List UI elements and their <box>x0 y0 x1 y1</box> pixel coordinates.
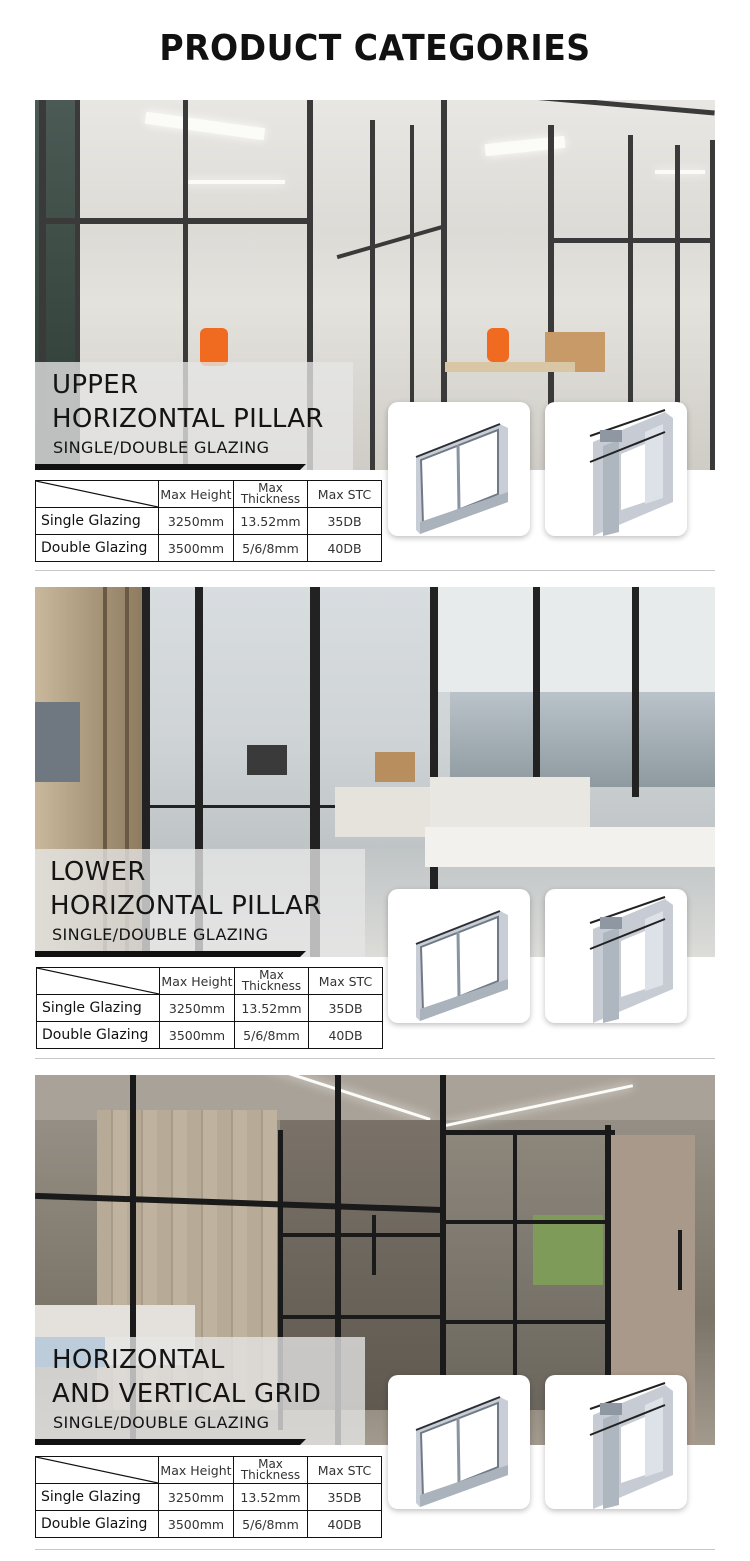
category-title-line2: AND VERTICAL GRID <box>52 1379 322 1409</box>
header-max-thickness <box>234 481 308 508</box>
table-row <box>36 508 382 535</box>
cell-max-height: 3250mm <box>159 508 234 535</box>
table-row <box>37 1022 383 1049</box>
table-row <box>37 995 383 1022</box>
header-max-thickness-line2: Thickness <box>240 1468 301 1482</box>
section-divider <box>35 1058 715 1059</box>
table-corner-cell <box>37 968 160 995</box>
category-title-line1: UPPER <box>52 370 139 400</box>
cell-max-height: 3250mm <box>159 1484 234 1511</box>
cell-max-thickness: 13.52mm <box>234 508 308 535</box>
cell-max-stc: 40DB <box>308 1511 382 1538</box>
category-subtitle: SINGLE/DOUBLE GLAZING <box>53 1413 270 1432</box>
table-corner-cell <box>36 481 159 508</box>
table-corner-cell <box>36 1457 159 1484</box>
single-glazing-profile-icon <box>388 1375 530 1509</box>
header-max-stc: Max STC <box>308 481 382 508</box>
row-label: Double Glazing <box>37 1022 160 1049</box>
spec-table <box>35 480 382 562</box>
header-max-height: Max Height <box>160 968 235 995</box>
section-divider <box>35 1549 715 1550</box>
category-horizontal-and-vertical-grid <box>0 1075 750 1545</box>
double-glazing-profile-icon <box>545 889 687 1023</box>
category-subtitle: SINGLE/DOUBLE GLAZING <box>52 925 269 944</box>
spec-table <box>35 1456 382 1538</box>
category-title-line1: HORIZONTAL <box>52 1345 225 1375</box>
category-title-line2: HORIZONTAL PILLAR <box>52 404 324 434</box>
single-glazing-profile-icon <box>388 402 530 536</box>
double-glazing-profile-icon <box>545 402 687 536</box>
cell-max-stc: 40DB <box>309 1022 383 1049</box>
header-max-height: Max Height <box>159 481 234 508</box>
header-max-stc: Max STC <box>309 968 383 995</box>
row-label: Single Glazing <box>36 1484 159 1511</box>
cell-max-thickness: 13.52mm <box>234 1484 308 1511</box>
page-title: PRODUCT CATEGORIES <box>159 28 591 69</box>
cell-max-thickness: 5/6/8mm <box>234 1511 308 1538</box>
caption-underline-bar <box>35 464 300 470</box>
row-label: Single Glazing <box>36 508 159 535</box>
header-max-thickness-line1: Max <box>258 481 283 495</box>
double-glazing-profile-icon <box>545 1375 687 1509</box>
category-title-line1: LOWER <box>50 857 146 887</box>
header-max-thickness <box>234 1457 308 1484</box>
category-lower-horizontal-pillar <box>0 587 750 1057</box>
table-row <box>36 535 382 562</box>
category-subtitle: SINGLE/DOUBLE GLAZING <box>53 438 270 457</box>
cell-max-stc: 40DB <box>308 535 382 562</box>
header-max-thickness-line1: Max <box>259 968 284 982</box>
cell-max-thickness: 5/6/8mm <box>235 1022 309 1049</box>
category-title-line2: HORIZONTAL PILLAR <box>50 891 322 921</box>
single-glazing-profile-icon <box>388 889 530 1023</box>
header-max-height: Max Height <box>159 1457 234 1484</box>
row-label: Single Glazing <box>37 995 160 1022</box>
spec-table <box>36 967 383 1049</box>
caption-underline-bar <box>35 951 300 957</box>
header-max-thickness-line2: Thickness <box>240 492 301 506</box>
section-divider <box>35 570 715 571</box>
header-max-thickness-line1: Max <box>258 1457 283 1471</box>
cell-max-thickness: 5/6/8mm <box>234 535 308 562</box>
cell-max-height: 3250mm <box>160 995 235 1022</box>
cell-max-thickness: 13.52mm <box>235 995 309 1022</box>
cell-max-height: 3500mm <box>159 1511 234 1538</box>
cell-max-stc: 35DB <box>308 508 382 535</box>
row-label: Double Glazing <box>36 1511 159 1538</box>
cell-max-height: 3500mm <box>159 535 234 562</box>
category-upper-horizontal-pillar <box>0 100 750 570</box>
cell-max-stc: 35DB <box>308 1484 382 1511</box>
cell-max-height: 3500mm <box>160 1022 235 1049</box>
caption-underline-bar <box>35 1439 300 1445</box>
table-row <box>36 1484 382 1511</box>
cell-max-stc: 35DB <box>309 995 383 1022</box>
row-label: Double Glazing <box>36 535 159 562</box>
header-max-thickness-line2: Thickness <box>241 979 302 993</box>
header-max-stc: Max STC <box>308 1457 382 1484</box>
table-row <box>36 1511 382 1538</box>
header-max-thickness <box>235 968 309 995</box>
